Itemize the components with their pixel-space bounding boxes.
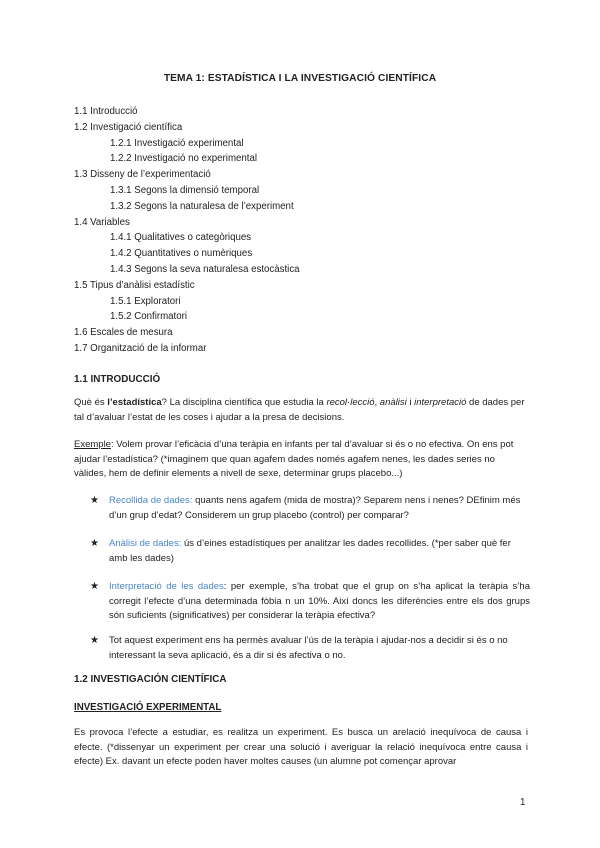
bullet-label: Anàlisi de dades: — [109, 538, 182, 549]
toc-entry: 1.6 Escales de mesura — [74, 327, 173, 339]
intro-text: ? La disciplina científica que estudia la — [161, 397, 327, 408]
toc-entry: 1.5.2 Confirmatori — [110, 311, 187, 323]
page-number: 1 — [520, 797, 526, 808]
toc-entry: 1.5.1 Exploratori — [110, 295, 181, 307]
bullet-text: quants nens agafem (mida de mostra)? Separem nens i nenes? DEfinim més d’un grup d’edat? Considerem un grup placebo (control) per comparar? — [109, 495, 521, 521]
toc-entry: 1.2 Investigació científica — [74, 121, 183, 133]
intro-text: de dades per tal d’avaluar l’estat de les coses i ajudar a la presa de decisions. — [74, 397, 525, 423]
toc-entry: 1.3.1 Segons la dimensió temporal — [110, 184, 260, 196]
bullet-interpretacio — [90, 580, 530, 624]
toc-entry: 1.3.2 Segons la naturalesa de l’experiment — [110, 200, 294, 212]
star-bullet-icon: ★ — [90, 538, 99, 549]
bullet-text: : per exemple, s’ha trobat que el grup on s’ha aplicat la teràpia s’ha corregit l’efecte d’una determinada fòbia n un 10%. Així doncs les diferències entre els dos grups són suficients (significatives) per considerar la teràpia efectiva? — [109, 581, 530, 622]
star-bullet-icon: ★ — [90, 635, 99, 646]
bullet-label: Recollida de dades: — [109, 495, 193, 506]
toc-entry: 1.5 Tipus d’anàlisi estadístic — [74, 279, 195, 291]
document-title: TEMA 1: ESTADÍSTICA I LA INVESTIGACIÓ CIENTÍFICA — [163, 73, 437, 84]
intro-text: , — [374, 397, 380, 408]
toc-entry: 1.2.2 Investigació no experimental — [110, 153, 258, 165]
star-bullet-icon: ★ — [90, 495, 99, 506]
star-bullet-icon: ★ — [90, 581, 99, 592]
table-of-contents — [74, 104, 534, 357]
bullet-text: ús d’eines estadístiques per analitzar les dades recollides. (*per saber què fer amb les dades) — [109, 538, 511, 564]
intro-bold-term: l’estadística — [107, 397, 162, 408]
toc-entry: 1.4 Variables — [74, 216, 130, 228]
experimental-paragraph: Es provoca l’efecte a estudiar, es realitza un experiment. Es busca un arelació inequívoca de causa i efecte. (*dissenyar un experiment per crear una solució i averiguar la relació inequívoca entre causa i efecte) Ex. davant un efecte poden haver moltes causes (un alumne pot començar aprovar — [74, 727, 528, 768]
bullet-conclusio — [90, 634, 530, 663]
intro-paragraph — [74, 396, 528, 425]
toc-entry: 1.7 Organització de la informar — [74, 342, 207, 354]
toc-entry: 1.1 Introducció — [74, 106, 138, 117]
example-label: Exemple — [74, 439, 111, 450]
intro-italic-term: recol·lecció — [326, 397, 375, 408]
toc-entry: 1.2.1 Investigació experimental — [110, 137, 244, 149]
bullet-recollida — [90, 494, 530, 523]
intro-text: Què és — [74, 397, 108, 408]
intro-italic-term: anàlisi — [379, 397, 407, 408]
subheading-investigacio-experimental: INVESTIGACIÓ EXPERIMENTAL — [74, 702, 222, 713]
example-text: : Volem provar l’eficàcia d’una teràpia en infants per tal d’avaluar si és o no efectiva. On ens pot ajudar l’estadística? (*imaginem que quan agafem dades només agafem nenes, les dades series no vàlides, hem de definir elements a nivell de sexe, determinar grups placebo...) — [74, 439, 514, 480]
toc-entry: 1.3 Disseny de l’experimentació — [74, 169, 211, 181]
bullet-text: Tot aquest experiment ens ha permès avaluar l’ús de la teràpia i ajudar-nos a decidir si és o no interessant la seva aplicació, és a dir si és afectiva o no. — [109, 635, 508, 661]
intro-italic-term: interpretació — [414, 397, 467, 408]
section-heading-investigacio: 1.2 INVESTIGACIÓN CIENTÍFICA — [74, 674, 227, 685]
bullet-label: Interpretació de les dades — [109, 581, 224, 592]
bullet-analisi — [90, 537, 530, 566]
toc-entry: 1.4.3 Segons la seva naturalesa estocàstica — [110, 263, 300, 275]
toc-entry: 1.4.2 Quantitatives o numèriques — [110, 248, 253, 260]
intro-text: i — [406, 397, 415, 408]
toc-entry: 1.4.1 Qualitatives o categòriques — [110, 232, 252, 244]
example-paragraph — [74, 438, 528, 482]
section-heading-introduccio: 1.1 INTRODUCCIÓ — [74, 374, 161, 385]
